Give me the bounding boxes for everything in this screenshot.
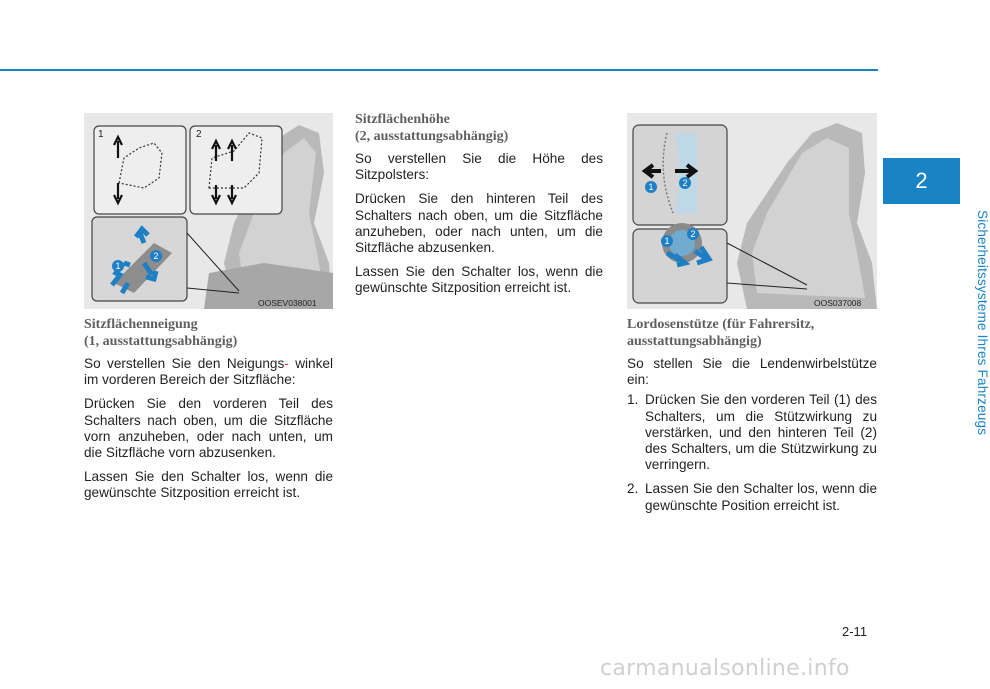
header-rule: [0, 69, 878, 71]
list-number: 2.: [627, 481, 639, 497]
list-text: Lassen Sie den Schalter los, wenn die gewünschte Position erreicht ist.: [645, 481, 877, 513]
paragraph: So stellen Sie die Lendenwirbelstütze ein:: [627, 356, 877, 388]
paragraph: Lassen Sie den Schalter los, wenn die gewünschte Sitzposition erreicht ist.: [355, 264, 603, 296]
paragraph: Drücken Sie den hinteren Teil des Schalters nach oben, um die Sitzfläche anzuheben, oder nach unten, um die Sitzfläche abzusenken.: [355, 191, 603, 256]
paragraph: Drücken Sie den vorderen Teil des Schalters nach oben, um die Sitzfläche vorn anzuheben, oder nach unten, um die Sitzfläche vorn abzusenken.: [84, 396, 333, 461]
chapter-number: 2: [915, 168, 928, 193]
heading-line: (1, ausstattungsabhängig): [84, 334, 238, 349]
paragraph: So verstellen Sie die Höhe des Sitzpolsters:: [355, 151, 603, 183]
text: winkel im vorderen Bereich der Sitzfläche:: [84, 356, 333, 388]
hyphen: -: [284, 356, 289, 371]
callout-2: 2: [150, 250, 162, 262]
section-heading: [355, 111, 603, 145]
chapter-side-title: [860, 210, 990, 440]
figure-label-2: 2: [196, 129, 202, 140]
heading-line: ausstattungsabhängig): [627, 334, 762, 349]
figure-code: OOSEV038001: [258, 298, 317, 308]
section-lumbar: [627, 316, 877, 522]
figure-seat-cushion-switch: [84, 113, 333, 309]
figure-label-1: 1: [98, 129, 104, 140]
text: So verstellen Sie den Neigungs: [84, 356, 285, 371]
chapter-title: Sicherheitssysteme Ihres Fahrzeugs: [975, 210, 990, 436]
seat-illustration: [627, 113, 877, 309]
figure-lumbar-switch: [627, 113, 877, 309]
page-number: 2-11: [842, 624, 868, 639]
list-text: Drücken Sie den vorderen Teil (1) des Schalters, um die Stützwirkung zu verstärken, und den hinteren Teil (2) des Schalters, um die Stützwirkung zu verringern.: [645, 392, 877, 473]
seat-illustration: [84, 113, 333, 309]
section-heading: [84, 316, 333, 350]
section-height: [355, 111, 603, 305]
figure-code: OOS037008: [814, 298, 862, 308]
heading-line: Lordosenstütze (für Fahrersitz,: [627, 317, 815, 332]
instruction-list: [627, 392, 877, 513]
section-tilt: [84, 316, 333, 510]
callout-2: 2: [679, 177, 691, 189]
heading-line: Sitzflächenhöhe: [355, 112, 450, 127]
callout-1: 1: [661, 235, 673, 247]
paragraph: Lassen Sie den Schalter los, wenn die gewünschte Sitzposition erreicht ist.: [84, 469, 333, 501]
callout-1: 1: [112, 260, 124, 272]
chapter-tab: [883, 158, 960, 204]
heading-line: Sitzflächenneigung: [84, 317, 198, 332]
watermark: carmanualsonline.info: [600, 656, 850, 681]
paragraph: [84, 356, 333, 388]
heading-line: (2, ausstattungsabhängig): [355, 129, 509, 144]
callout-1: 1: [645, 181, 657, 193]
section-heading: [627, 316, 877, 350]
list-item: [627, 481, 877, 513]
callout-2: 2: [687, 228, 699, 240]
list-number: 1.: [627, 392, 639, 408]
list-item: [627, 392, 877, 473]
